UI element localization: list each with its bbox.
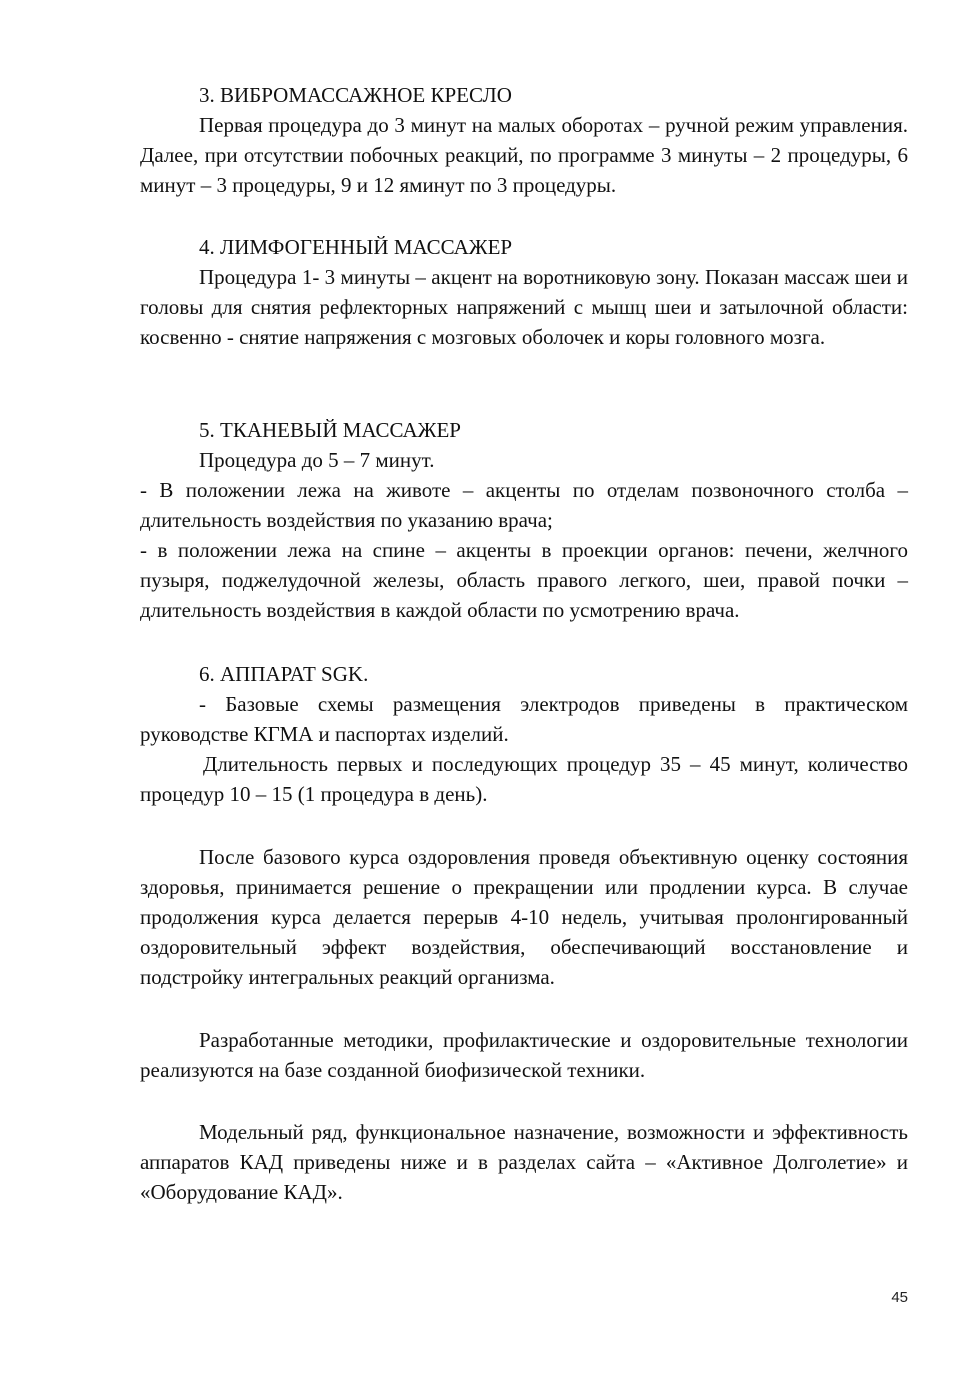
section-paragraph: - Базовые схемы размещения электродов приведены в практическом руководстве КГМА и паспортах изделий. bbox=[140, 692, 908, 746]
section-paragraph: Длительность первых и последующих процедур 35 – 45 минут, количество процедур 10 – 15 (1 процедура в день). bbox=[140, 752, 908, 806]
methods-block bbox=[140, 1025, 908, 1085]
section-paragraph: - в положении лежа на спине – акценты в проекции органов: печени, желчного пузыря, поджелудочной железы, область правого легкого, шеи, правой почки – длительность воздействия в каждой области по усмотрению врача. bbox=[140, 538, 908, 622]
section-vibromassage-chair bbox=[140, 80, 908, 200]
models-block bbox=[140, 1117, 908, 1207]
body-paragraph: После базового курса оздоровления проведя объективную оценку состояния здоровья, принимается решение о прекращении или продлении курса. В случае продолжения курса делается перерыв 4-10 недель, учитывая пролонгированный оздоровительный эффект воздействия, обеспечивающий восстановление и подстройку интегральных реакций организма. bbox=[140, 845, 908, 989]
section-sgk-device bbox=[140, 659, 908, 809]
section-paragraph: Первая процедура до 3 минут на малых оборотах – ручной режим управления. Далее, при отсутствии побочных реакций, по программе 3 минуты – 2 процедуры, 6 минут – 3 процедуры, 9 и 12 яминут по 3 процедуры. bbox=[140, 113, 908, 197]
body-paragraph: Модельный ряд, функциональное назначение, возможности и эффективность аппаратов КАД приведены ниже и в разделах сайта – «Активное Долголетие» и «Оборудование КАД». bbox=[140, 1120, 908, 1204]
section-paragraph: Процедура до 5 – 7 минут. bbox=[199, 448, 435, 472]
section-heading: 4. ЛИМФОГЕННЫЙ МАССАЖЕР bbox=[199, 235, 513, 259]
section-paragraph: - В положении лежа на животе – акценты по отделам позвоночного столба – длительность воздействия по указанию врача; bbox=[140, 478, 908, 532]
after-course-block bbox=[140, 842, 908, 992]
section-tissue-massager bbox=[140, 415, 908, 625]
section-heading: 3. ВИБРОМАССАЖНОЕ КРЕСЛО bbox=[199, 83, 512, 107]
page-number: 45 bbox=[891, 1289, 908, 1306]
section-lymphogenic-massager bbox=[140, 232, 908, 352]
section-heading: 5. ТКАНЕВЫЙ МАССАЖЕР bbox=[199, 418, 461, 442]
body-paragraph: Разработанные методики, профилактические и оздоровительные технологии реализуются на базе созданной биофизической техники. bbox=[140, 1028, 908, 1082]
section-heading: 6. АППАРАТ SGK. bbox=[199, 662, 369, 686]
section-paragraph: Процедура 1- 3 минуты – акцент на воротниковую зону. Показан массаж шеи и головы для снятия рефлекторных напряжений с мышц шеи и затылочной области: косвенно - снятие напряжения с мозговых оболочек и коры головного мозга. bbox=[140, 265, 908, 349]
